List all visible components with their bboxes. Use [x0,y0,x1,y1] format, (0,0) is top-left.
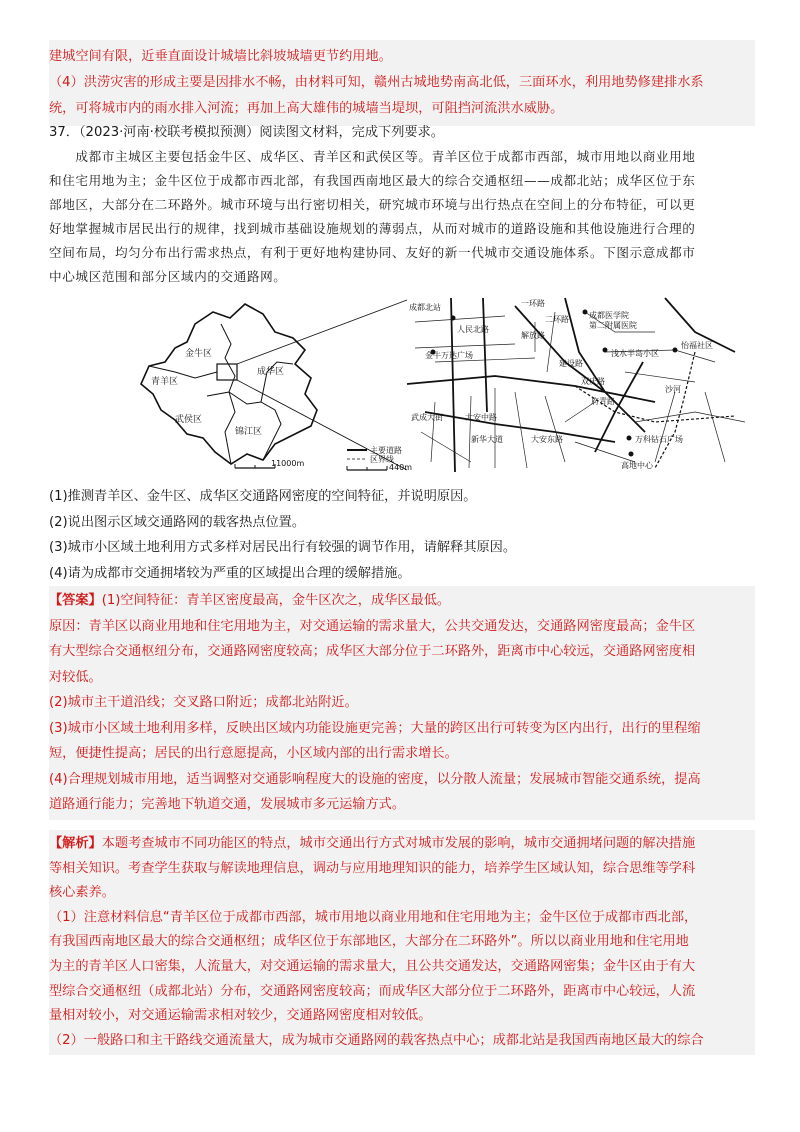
place-label: 成都北站 [409,303,441,312]
analysis-line: 有我国西南地区最大的综合交通枢纽；成华区位于东部地区，大部分在二环路外”。所以以商业用地和住宅用地 [49,934,689,950]
analysis-block [49,830,755,1055]
analysis-line: 核心素养。 [49,885,115,901]
analysis-line: 量相对较小，对交通运输需求相对较少，交通路网密度相对较低。 [49,1008,432,1024]
chengdu-map-figure [135,292,745,482]
place-label: 府青路 [591,397,615,406]
place-label: 双庆路 [581,377,605,386]
answer-line: (3)城市小区域土地利用多样，反映出区域内功能设施更完善；大量的跨区出行可转变为区内出行，出行的里程缩 [49,720,701,736]
question-material [49,145,755,289]
analysis-line: （1）注意材料信息“青羊区位于成都市西部，城市用地以商业用地和住宅用地为主；金牛区位于成都市西北部， [49,909,698,925]
answer-line: 原因：青羊区以商业用地和住宅用地为主，对交通运输的需求量大，公共交通发达，交通路网密度最高；金牛区 [49,618,696,634]
place-label: 解放路 [521,331,545,340]
question-header: 37．（2023·河南·校联考模拟预测）阅读图文材料，完成下列要求。 [49,125,444,140]
material-line: 空间布局，均匀分布出行需求热点，有利于更好地构建协同、友好的新一代城市交通设施体系。下图示意成都市 [49,245,696,260]
sub-question: (4)请为成都市交通拥堵较为严重的区域提出合理的缓解措施。 [49,565,411,581]
legend-label: 区界线 [370,455,394,464]
place-label: 成都医学院 [589,311,629,320]
text-line: 建城空间有限，近垂直面设计城墙比斜坡城墙更节约用地。 [49,49,392,64]
answer-line [49,588,755,614]
analysis-line: 等相关知识。考查学生获取与解读地理信息，调动与应用地理知识的能力，培养学生区域认知，综合思维等学科 [49,860,696,876]
sub-questions [49,484,755,586]
place-label: 浅水半岛小区 [611,349,659,358]
place-label: 人民北路 [457,325,489,334]
place-label: 大安中路 [465,413,497,422]
place-label: 新华大道 [471,435,503,444]
place-label: 高地中心 [621,461,653,470]
analysis-line: 为主的青羊区人口密集，人流量大，对交通运输的需求量大，且公共交通发达，交通路网密集；金牛区由于有大 [49,958,696,974]
place-label: 第二附属医院 [589,321,637,330]
answer-line: 道路通行能力；完善地下轨道交通，发展城市多元运输方式。 [49,797,406,812]
analysis-tag: 【解析】 [49,836,102,851]
place-label: 大安东路 [531,435,563,444]
material-line: 好地掌握城市居民出行的规律，找到城市基础设施规划的薄弱点，从而对城市的道路设施和其他设施进行合理的 [49,221,696,236]
text-line: （4）洪涝灾害的形成主要是因排水不畅，由材料可知，赣州古城地势南高北低，三面环水，利用地势修建排水系 [49,75,704,90]
material-line: 成都市主城区主要包括金牛区、成华区、青羊区和武侯区等。青羊区位于成都市西部，城市用地以商业用地 [49,149,696,164]
sub-question: (2)说出图示区域交通路网的载客热点位置。 [49,514,306,530]
answer-line: (2)城市主干道沿线；交叉路口附近；成都北站附近。 [49,695,358,710]
district-map [141,304,317,468]
answer-tag: 【答案】 [49,593,102,608]
district-label: 武侯区 [175,415,203,425]
answer-line: 短，便捷性提高；居民的出行意愿提高，小区域内部的出行需求增长。 [49,746,458,761]
district-label: 锦江区 [235,427,263,437]
sub-question: (1)推测青羊区、金牛区、成华区交通路网密度的空间特征，并说明原因。 [49,489,477,504]
answer-block [49,586,755,820]
answer-line: 有大型综合交通枢纽分布，交通路网密度较高；成华区大部分位于二环路外，距离市中心较远，交通路网密度相 [49,644,696,659]
district-label: 成华区 [257,367,285,377]
material-line: 中心城区范围和部分区域内的交通路网。 [49,269,287,284]
place-label: 建设路 [559,359,583,368]
place-label: 金牛万达广场 [425,351,473,360]
scale-label: 440m [389,463,413,472]
material-line: 部地区，大部分在二环路外。城市环境与出行密切相关，研究城市环境与出行热点在空间上的分布特征，可以更 [49,197,696,212]
material-line: 和住宅用地为主；金牛区位于成都市西北部，有我国西南地区最大的综合交通枢纽——成都北站；成华区位于东 [49,173,696,188]
place-label: 一环路 [521,299,545,308]
place-label: 二环路 [545,315,569,324]
analysis-line: 型综合交通枢纽（成都北站）分布，交通路网密度较高；而成华区大部分位于二环路外，距离市中心较远，人流 [49,983,696,999]
answer-line: (4)合理规划城市用地，适当调整对交通影响程度大的设施的密度，以分散人流量；发展城市智能交通系统，提高 [49,771,701,787]
street-network-map [347,298,745,472]
text-line: 统，可将城市内的雨水排入河流；再加上高大雄伟的城墙当堤坝，可阻挡河流洪水威胁。 [49,101,564,116]
place-label: 万科钻石广场 [635,435,683,444]
district-label: 金牛区 [185,349,213,359]
place-label: 武成大街 [411,413,443,422]
analysis-line [49,832,755,857]
analysis-line: （2）一般路口和主干路线交通流量大，成为城市交通路网的载客热点中心；成都北站是我国西南地区最大的综合 [49,1032,704,1048]
previous-answer-block [49,40,755,126]
sub-question: (3)城市小区域土地利用方式多样对居民出行有较强的调节作用，请解释其原因。 [49,540,517,555]
district-label: 青羊区 [151,377,179,387]
scale-label: 11000m [271,459,305,468]
place-label: 怡福社区 [681,341,713,350]
legend-label: 主要道路 [370,446,402,455]
answer-line: 对较低。 [49,669,102,685]
place-label: 沙河 [665,385,681,394]
analysis-text: 本题考查城市不同功能区的特点，城市交通出行方式对城市发展的影响，城市交通拥堵问题的解决措施 [101,836,696,851]
answer-text: (1)空间特征：青羊区密度最高，金牛区次之，成华区最低。 [101,593,451,608]
